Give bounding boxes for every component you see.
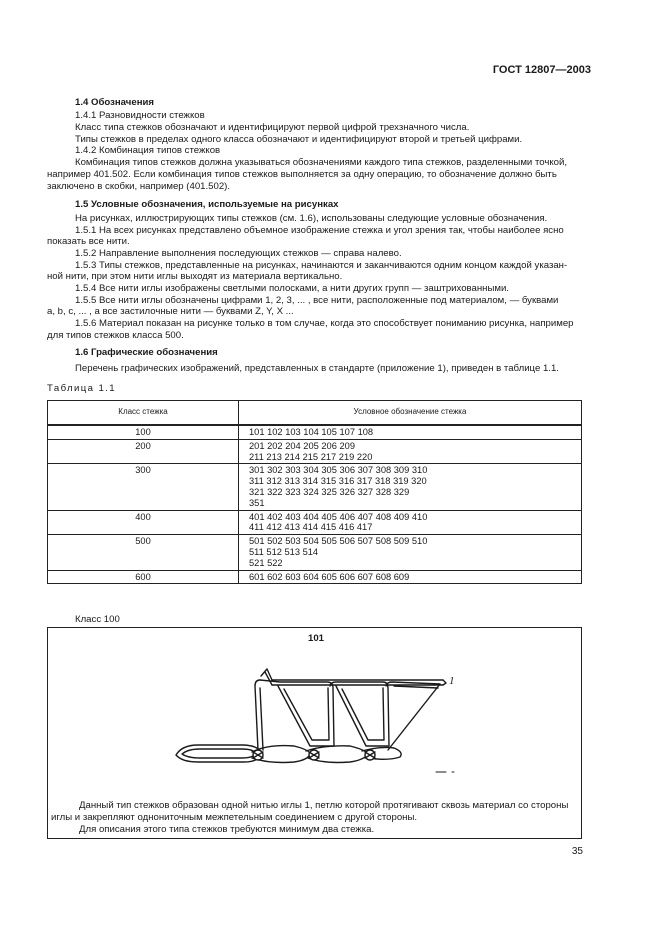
text-line: На рисунках, иллюстрирующих типы стежков (см. 1.6), использованы следующие условные обозначения.	[75, 213, 548, 224]
text-line: Комбинация типов стежков должна указываться обозначениями каждого типа стежков, разделенными точкой,	[75, 157, 568, 168]
table-cell-codes	[239, 570, 582, 584]
figure-frame	[47, 627, 582, 839]
table-row	[48, 510, 582, 535]
table-cell-codes	[239, 535, 582, 570]
table-row	[48, 570, 582, 584]
table-row	[48, 464, 582, 510]
text-line: 1.5.3 Типы стежков, представленные на рисунках, начинаются и заканчиваются одним концом каждой указан-	[75, 260, 568, 271]
text-line: для типов стежков класса 500.	[47, 330, 184, 341]
table-row	[48, 439, 582, 464]
code-line: 101 102 103 104 105 107 108	[249, 427, 374, 437]
code-line: 411 412 413 414 415 416 417	[249, 522, 373, 533]
figure-description-line: иглы и закрепляют однониточным межпетельным соединением с другой стороны.	[51, 812, 418, 823]
document-header: ГОСТ 12807—2003	[492, 64, 591, 76]
table-cell-class: 600	[48, 570, 239, 584]
table-header-class: Класс стежка	[48, 401, 239, 426]
text-line: Перечень графических изображений, представленных в стандарте (приложение 1), приведен в таблице 1.1.	[75, 363, 559, 374]
code-line: 211 213 214 215 217 219 220	[249, 451, 373, 462]
table-cell-class: 200	[48, 439, 239, 464]
stitch-number: 101	[308, 633, 325, 644]
code-line: 351	[249, 497, 265, 508]
table-cell-class: 400	[48, 510, 239, 535]
table-cell-class: 300	[48, 464, 239, 510]
section-1-5-title: 1.5 Условные обозначения, используемые на рисунках	[75, 199, 339, 210]
code-line: 521 522	[249, 557, 283, 568]
stitch-class-table	[47, 400, 582, 584]
code-line: 321 322 323 324 325 326 327 328 329	[249, 486, 410, 497]
text-line: Класс типа стежков обозначают и идентифицируют первой цифрой трехзначного числа.	[75, 122, 470, 133]
figure-description-line: Данный тип стежков образован одной нитью иглы 1, петлю которой протягивают сквозь материал со стороны	[79, 800, 569, 811]
table-row	[48, 535, 582, 570]
text-line: например 401.502. Если комбинация типов стежков выполняется за одну операцию, то обозначение должно быть	[47, 169, 557, 180]
code-line: 401 402 403 404 405 406 407 408 409 410	[249, 511, 428, 522]
text-line: 1.5.6 Материал показан на рисунке только в том случае, когда это способствует пониманию рисунка, например	[75, 318, 574, 329]
table-cell-codes	[239, 510, 582, 535]
figure-description-line: Для описания этого типа стежков требуются минимум два стежка.	[79, 824, 375, 835]
code-line: 311 312 313 314 315 316 317 318 319 320	[249, 476, 427, 487]
text-line: 1.5.1 На всех рисунках представлено объемное изображение стежка и угол зрения так, чтобы наиболее ясно	[75, 225, 564, 236]
table-caption: Таблица 1.1	[47, 383, 117, 394]
thread-label: 1	[449, 675, 455, 687]
code-line: 201 202 204 205 206 209	[249, 440, 355, 451]
table-row	[48, 425, 582, 439]
table-cell-codes	[239, 464, 582, 510]
text-line: 1.5.5 Все нити иглы обозначены цифрами 1, 2, 3, ... , все нити, расположенные под материалом, — буквами	[75, 295, 559, 306]
text-line: ной нити, при этом нити иглы выходят из материала вертикально.	[47, 271, 343, 282]
text-line: 1.4.2 Комбинация типов стежков	[75, 145, 221, 156]
section-1-6-title: 1.6 Графические обозначения	[75, 347, 218, 358]
code-line: 301 302 303 304 305 306 307 308 309 310	[249, 465, 428, 476]
code-line: 501 502 503 504 505 506 507 508 509 510	[249, 536, 428, 547]
text-line: 1.4.1 Разновидности стежков	[75, 110, 205, 121]
figure-class-label: Класс 100	[75, 614, 120, 625]
code-line: 601 602 603 604 605 606 607 608 609	[249, 571, 410, 582]
page-number: 35	[571, 846, 583, 857]
text-line: Типы стежков в пределах одного класса обозначают и идентифицируют второй и третьей цифрами.	[75, 134, 523, 145]
table-header-codes: Условное обозначение стежка	[239, 401, 582, 426]
section-1-4-title: 1.4 Обозначения	[75, 97, 154, 108]
table-header-row	[48, 401, 582, 426]
code-line: 511 512 513 514	[249, 546, 319, 557]
table-cell-codes	[239, 439, 582, 464]
text-line: заключено в скобки, например (401.502).	[47, 181, 231, 192]
text-line: 1.5.2 Направление выполнения последующих стежков — справа налево.	[75, 248, 402, 259]
text-line: 1.5.4 Все нити иглы изображены светлыми полосками, а нити других групп — заштрихованными.	[75, 283, 509, 294]
text-line: показать все нити.	[47, 236, 130, 247]
table-cell-class: 500	[48, 535, 239, 570]
text-line: a, b, c, ... , а все застилочные нити — буквами Z, Y, X ...	[47, 306, 294, 317]
table-cell-class: 100	[48, 425, 239, 439]
table-cell-codes	[239, 425, 582, 439]
